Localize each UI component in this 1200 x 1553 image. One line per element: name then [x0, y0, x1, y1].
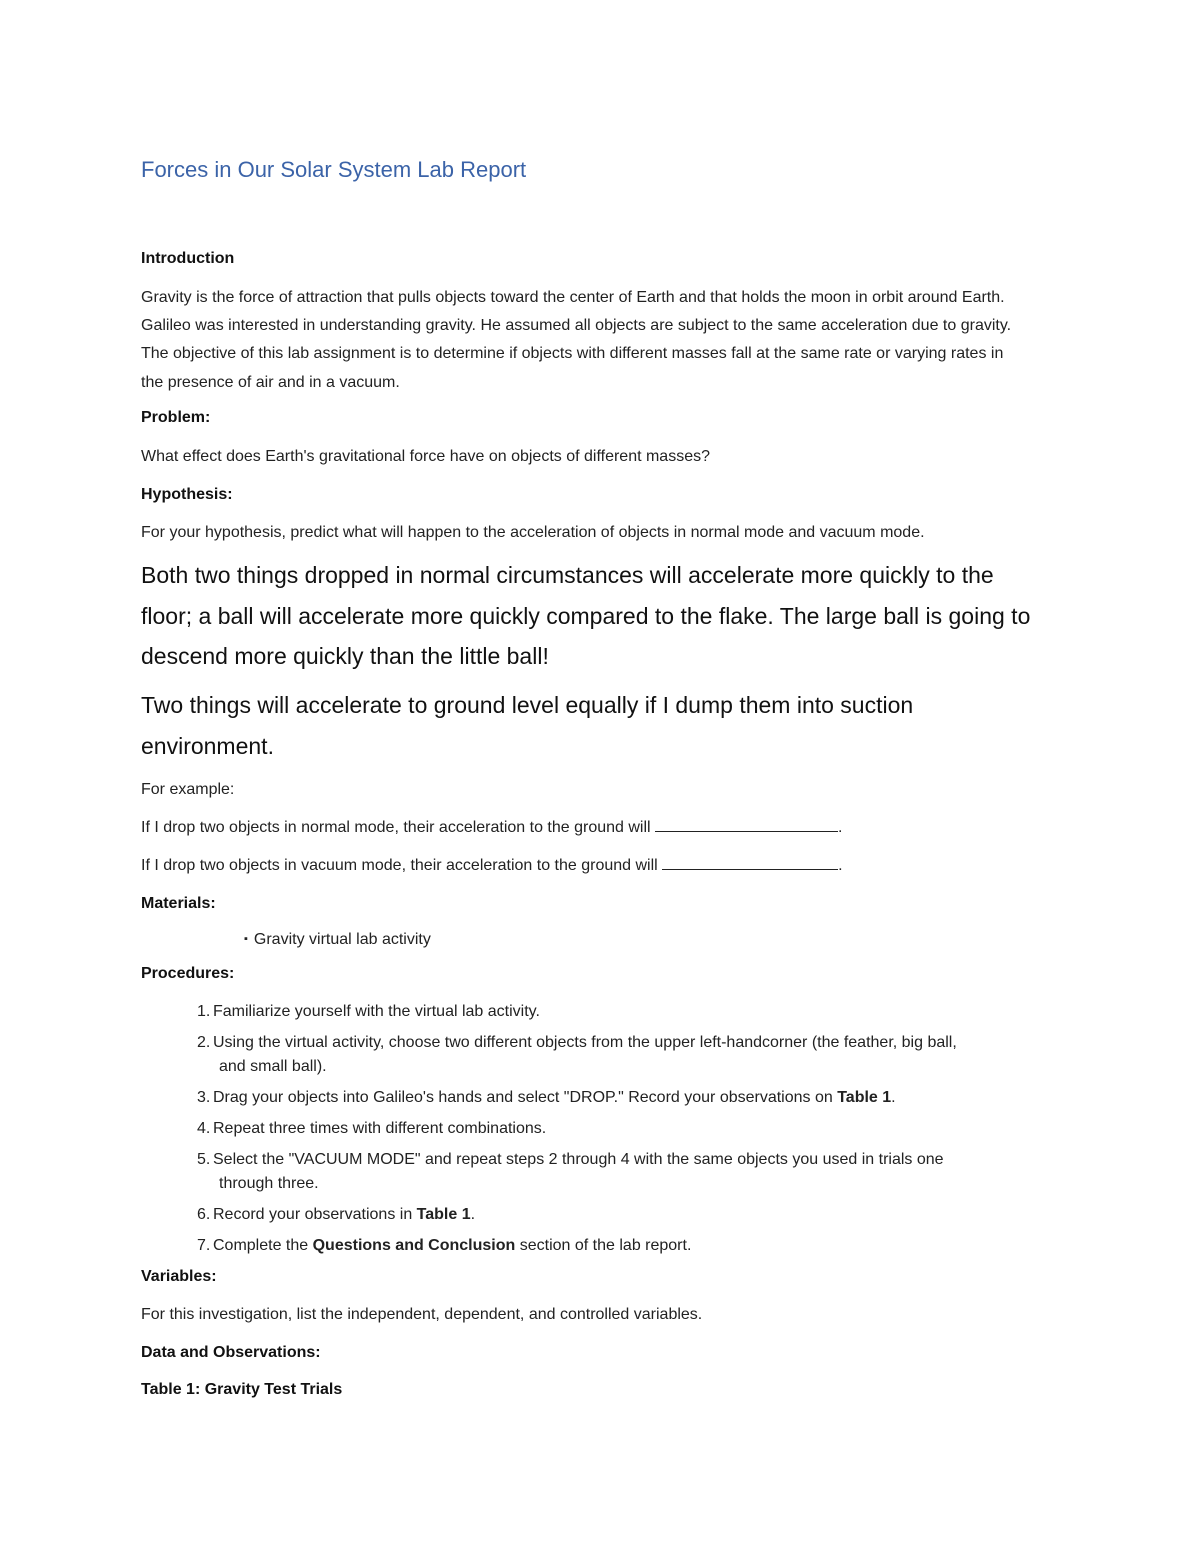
introduction-line: The objective of this lab assignment is to determine if objects with different masses fall at the same rate or varying rates in [141, 345, 1004, 363]
materials-item-text: Gravity virtual lab activity [253, 931, 431, 948]
problem-text: What effect does Earth's gravitational force have on objects of different masses? [141, 448, 710, 465]
step-text: Complete the [213, 1237, 313, 1254]
step-text: . [470, 1206, 476, 1223]
step-text: . [891, 1089, 896, 1106]
hypothesis-answer-normal [141, 555, 1030, 677]
procedure-step-3 [197, 1086, 896, 1110]
procedure-step-7 [197, 1234, 691, 1258]
step-text: Familiarize yourself with the virtual lab activity. [213, 1003, 540, 1020]
hypothesis-answer-line: Both two things dropped in normal circumstances will accelerate more quickly to the [141, 562, 994, 588]
step-number: 7. [197, 1237, 211, 1254]
table-reference: Table 1 [416, 1206, 471, 1223]
step-number: 5. [197, 1151, 211, 1168]
step-text: Record your observations in [213, 1206, 417, 1223]
step-text: section of the lab report. [515, 1237, 692, 1254]
hypothesis-answer-line: environment. [141, 732, 274, 759]
table-reference: Table 1 [837, 1089, 892, 1106]
step-number: 4. [197, 1120, 211, 1137]
procedure-step-6 [197, 1203, 475, 1227]
period: . [838, 819, 843, 836]
answer-blank [662, 857, 838, 870]
procedure-step-1 [197, 1000, 540, 1024]
hypothesis-answer-line: floor; a ball will accelerate more quickly compared to the flake. The large ball is going to [141, 602, 1031, 629]
step-number: 6. [197, 1206, 211, 1223]
introduction-paragraph [141, 284, 1056, 397]
hypothesis-prompt: For your hypothesis, predict what will happen to the acceleration of objects in normal mode and vacuum mode. [141, 524, 925, 541]
problem-heading: Problem: [141, 409, 211, 426]
step-text: Select the "VACUUM MODE" and repeat steps 2 through 4 with the same objects you used in trials one [213, 1151, 944, 1168]
step-text-continued: through three. [219, 1175, 319, 1192]
step-text-continued: and small ball). [219, 1058, 327, 1075]
period: . [838, 857, 843, 874]
example-vacuum-mode [141, 857, 843, 875]
procedure-step-4 [197, 1117, 546, 1141]
hypothesis-heading: Hypothesis: [141, 486, 233, 503]
example-vacuum-text: If I drop two objects in vacuum mode, their acceleration to the ground will [141, 857, 658, 874]
table-caption: Table 1: Gravity Test Trials [141, 1381, 343, 1398]
step-number: 2. [197, 1034, 211, 1051]
step-text: Repeat three times with different combinations. [213, 1120, 547, 1137]
page-title: Forces in Our Solar System Lab Report [141, 157, 527, 182]
variables-heading: Variables: [141, 1268, 217, 1285]
introduction-heading: Introduction [141, 250, 235, 267]
introduction-line: Galileo was interested in understanding gravity. He assumed all objects are subject to the same acceleration due to gravity. [141, 317, 1012, 335]
example-normal-mode [141, 819, 843, 837]
procedure-step-5 [197, 1148, 944, 1196]
data-observations-heading: Data and Observations: [141, 1344, 321, 1361]
procedures-heading: Procedures: [141, 965, 235, 982]
answer-blank [655, 819, 838, 832]
section-reference: Questions and Conclusion [312, 1237, 516, 1254]
hypothesis-answer-line: descend more quickly than the little ball! [141, 643, 549, 669]
example-label: For example: [141, 781, 235, 798]
materials-list-item [244, 931, 431, 949]
introduction-line: Gravity is the force of attraction that pulls objects toward the center of Earth and that holds the moon in orbit around Earth. [141, 289, 1005, 306]
bullet-icon: ▪ [244, 933, 248, 945]
step-number: 1. [197, 1003, 211, 1020]
step-text: Drag your objects into Galileo's hands and select "DROP." Record your observations on [213, 1089, 838, 1106]
hypothesis-answer-vacuum [141, 685, 913, 766]
hypothesis-answer-line: Two things will accelerate to ground level equally if I dump them into suction [141, 692, 914, 718]
procedure-step-2 [197, 1031, 957, 1079]
variables-text: For this investigation, list the independent, dependent, and controlled variables. [141, 1306, 703, 1323]
step-number: 3. [197, 1089, 211, 1106]
introduction-line: the presence of air and in a vacuum. [141, 373, 400, 391]
step-text: Using the virtual activity, choose two different objects from the upper left-handcorner (the feather, big ball, [213, 1034, 957, 1051]
materials-heading: Materials: [141, 895, 216, 912]
example-normal-text: If I drop two objects in normal mode, their acceleration to the ground will [141, 819, 651, 836]
